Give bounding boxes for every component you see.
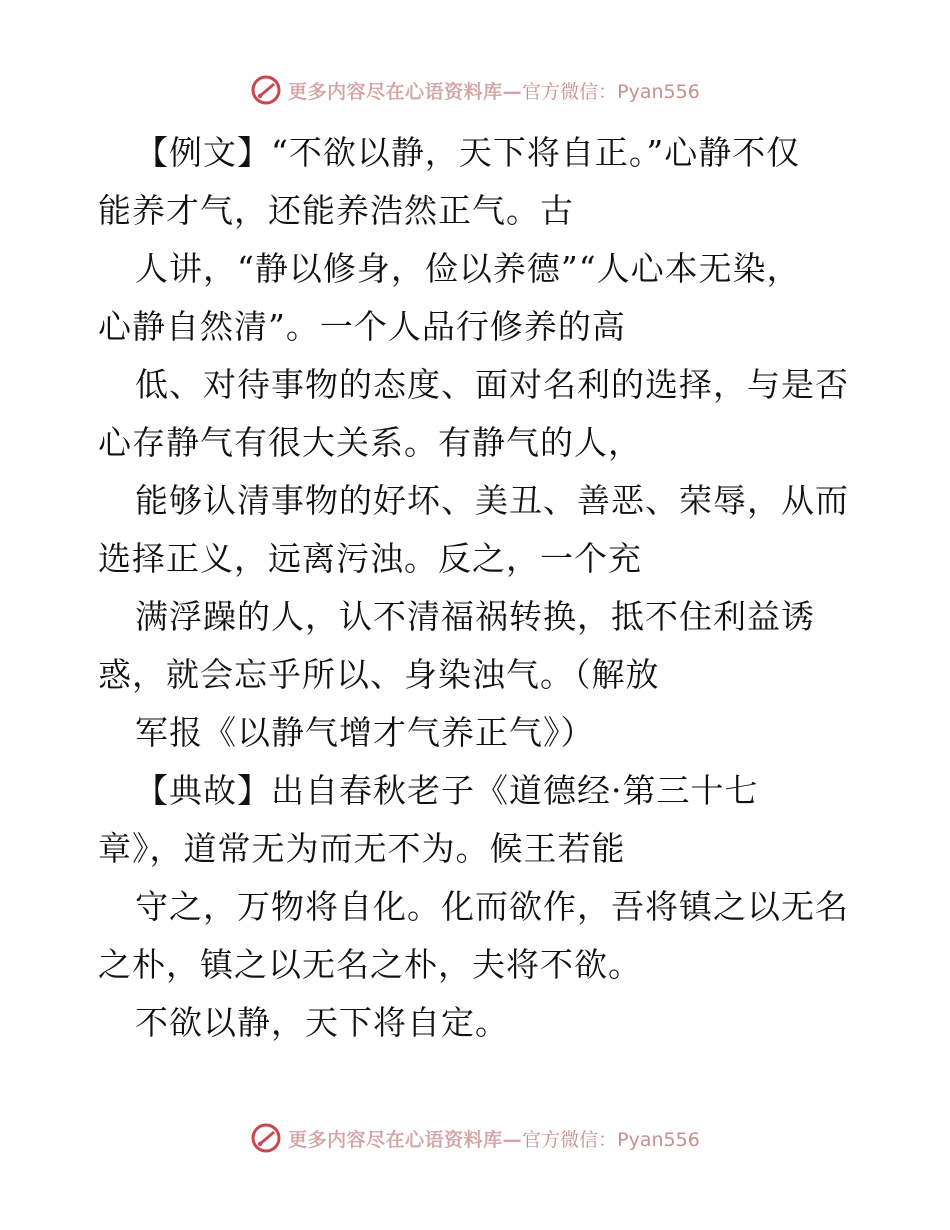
text-line-13: 章》，道常无为而无不为。候王若能	[98, 829, 626, 868]
footer-watermark-text: 更多内容尽在心语资料库—	[288, 1128, 523, 1151]
text-line-2: 能养才气，还能养浩然正气。古	[98, 191, 574, 230]
text-line-5: 低、对待事物的态度、面对名利的选择，与是否	[135, 365, 849, 404]
header-watermark-text: 更多内容尽在心语资料库—	[288, 80, 523, 103]
text-line-11: 军报《以静气增才气养正气》）	[135, 713, 595, 752]
brand-logo-icon	[250, 74, 282, 106]
text-line-3: 人讲，“静以修身，俭以养德”“人心本无染，	[135, 249, 801, 288]
text-line-15: 之朴，镇之以无名之朴，夫将不欲。	[98, 945, 642, 984]
text-line-10: 惑，就会忘乎所以、身染浊气。（解放	[98, 655, 660, 694]
text-line-6: 心存静气有很大关系。有静气的人，	[98, 423, 642, 462]
text-line-7: 能够认清事物的好坏、美丑、善恶、荣辱，从而	[135, 481, 849, 520]
text-line-4: 心静自然清”。一个人品行修养的高	[98, 307, 626, 346]
text-line-8: 选择正义，远离污浊。反之，一个充	[98, 539, 642, 578]
header-wechat-label: 官方微信：Pyan556	[522, 80, 700, 103]
brand-logo-icon	[250, 1122, 282, 1154]
footer-watermark	[0, 1118, 950, 1158]
body-text	[98, 124, 868, 1052]
text-line-12: 【典故】出自春秋老子《道德经·第三十七	[135, 771, 759, 810]
text-line-9: 满浮躁的人，认不清福祸转换，抵不住利益诱	[135, 597, 815, 636]
text-line-16: 不欲以静，天下将自定。	[135, 1003, 509, 1042]
header-watermark	[0, 70, 950, 110]
text-line-14: 守之，万物将自化。化而欲作，吾将镇之以无名	[135, 887, 849, 926]
text-line-1: 【例文】“不欲以静，天下将自正。”心静不仅	[135, 133, 801, 172]
footer-wechat-label: 官方微信：Pyan556	[522, 1128, 700, 1151]
